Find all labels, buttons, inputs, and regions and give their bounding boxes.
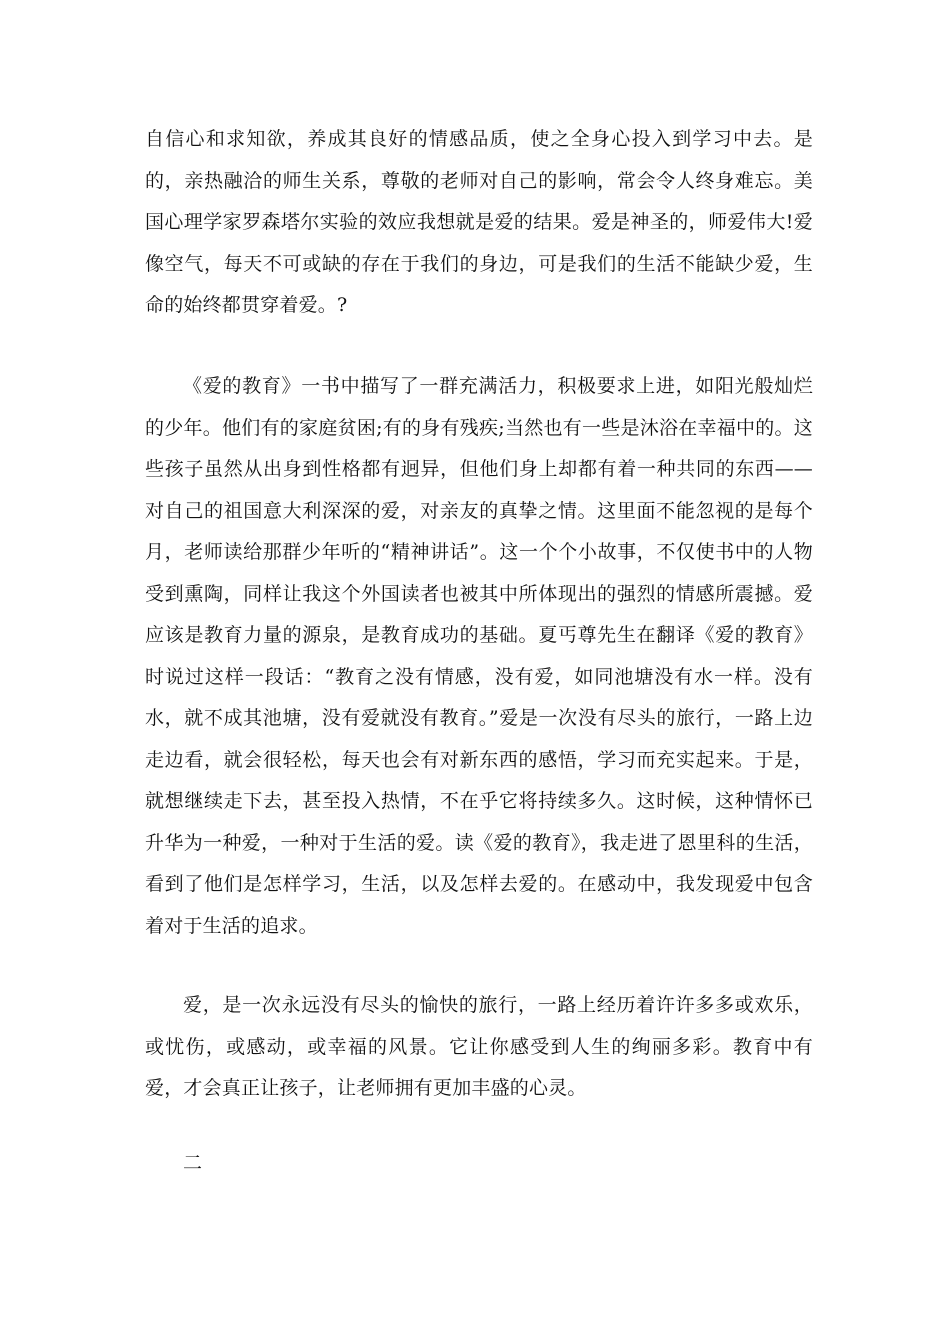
paragraph-love-education-book: 《爱的教育》一书中描写了一群充满活力，积极要求上进，如阳光般灿烂的少年。他们有的家庭贫困;有的身有残疾;当然也有一些是沐浴在幸福中的。这些孩子虽然从出身到性格都有迥异，但他们身上却都有着一种共同的东西——对自己的祖国意大利深深的爱，对亲友的真挚之情。这里面不能忽视的是每个月，老师读给那群少年听的“精神讲话”。这一个个小故事，不仅使书中的人物受到熏陶，同样让我这个外国读者也被其中所体现出的强烈的情感所震撼。爱应该是教育力量的源泉，是教育成功的基础。夏丐尊先生在翻译《爱的教育》时说过这样一段话：“教育之没有情感，没有爱，如同池塘没有水一样。没有水，就不成其池塘，没有爱就没有教育。”爱是一次没有尽头的旅行，一路上边走边看，就会很轻松，每天也会有对新东西的感悟，学习而充实起来。于是，就想继续走下去，甚至投入热情，不在乎它将持续多久。这时候，这种情怀已升华为一种爱，一种对于生活的爱。读《爱的教育》，我走进了恩里科的生活，看到了他们是怎样学习，生活，以及怎样去爱的。在感动中，我发现爱中包含着对于生活的追求。 [145, 375, 813, 937]
section-heading-two: 二 [183, 1152, 203, 1174]
paragraph-continued: 自信心和求知欲，养成其良好的情感品质，使之全身心投入到学习中去。是的，亲热融洽的师生关系，尊敬的老师对自己的影响，常会令人终身难忘。美国心理学家罗森塔尔实验的效应我想就是爱的结果。爱是神圣的，师爱伟大!爱像空气，每天不可或缺的存在于我们的身边，可是我们的生活不能缺少爱，生命的始终都贯穿着爱。? [145, 128, 813, 316]
paragraph-love-journey: 爱，是一次永远没有尽头的愉快的旅行，一路上经历着许许多多或欢乐，或忧伤，或感动，或幸福的风景。它让你感受到人生的绚丽多彩。教育中有爱，才会真正让孩子，让老师拥有更加丰盛的心灵。 [145, 994, 813, 1099]
